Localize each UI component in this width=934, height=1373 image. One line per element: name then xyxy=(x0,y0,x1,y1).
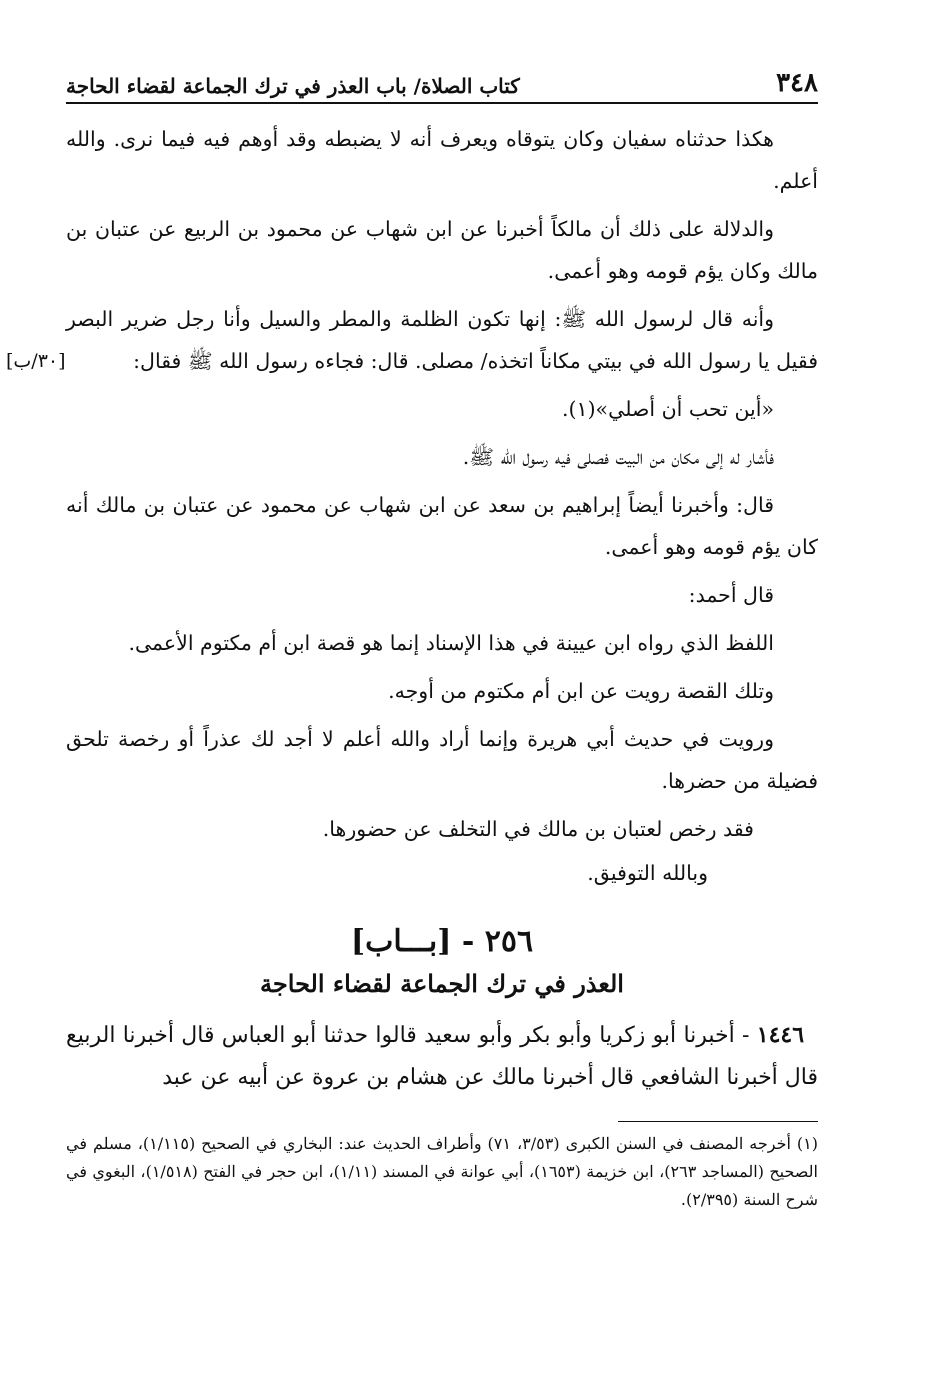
page-header xyxy=(66,70,818,104)
footnote-1: (١) أخرجه المصنف في السنن الكبرى (٣/٥٣، ٧١) وأطراف الحديث عند: البخاري في الصحيح (١/١١٥)، مسلم في الصحيح (المساجد ٢٦٣)، ابن خزيمة (١٦٥٣)، أبي عوانة في المسند (١/١١)، ابن حجر في الفتح (١/٥١٨)، البغوي في شرح السنة (٢/٣٩٥). xyxy=(66,1134,819,1209)
chapter-heading xyxy=(66,920,818,1004)
hadith-paragraph xyxy=(66,1014,818,1099)
paragraph-7: قال أحمد: xyxy=(688,583,774,607)
paragraph-3: وأنه قال لرسول الله ﷺ: إنها تكون الظلمة والمطر والسيل وأنا رجل ضرير البصر فقيل يا رسول الله في بيتي مكاناً اتخذه/ مصلى. قال: فجاءه رسول الله ﷺ فقال: xyxy=(66,307,818,373)
footnotes xyxy=(66,1130,818,1214)
paragraph-5: فأشار له إلى مكان من البيت فصلى فيه رسول الله ﷺ. xyxy=(462,445,774,469)
hadith-number: ١٤٤٦ xyxy=(756,1022,805,1048)
footnote-divider xyxy=(618,1121,818,1122)
chapter-title: العذر في ترك الجماعة لقضاء الحاجة xyxy=(260,969,624,998)
paragraph-8: اللفظ الذي رواه ابن عيينة في هذا الإسناد إنما هو قصة ابن أم مكتوم الأعمى. xyxy=(128,631,774,655)
running-title: كتاب الصلاة/ باب العذر في ترك الجماعة لقضاء الحاجة xyxy=(66,74,520,98)
paragraph-2: والدلالة على ذلك أن مالكاً أخبرنا عن ابن شهاب عن محمود بن الربيع عن عتبان بن مالك وكان يؤم قومه وهو أعمى. xyxy=(66,217,818,283)
paragraph-6: قال: وأخبرنا أيضاً إبراهيم بن سعد عن ابن شهاب عن محمود عن عتبان بن مالك أنه كان يؤم قومه وهو أعمى. xyxy=(66,493,818,559)
hadith-text: - أخبرنا أبو زكريا وأبو بكر وأبو سعيد قالوا حدثنا أبو العباس قال أخبرنا الربيع قال أخبرنا الشافعي قال أخبرنا مالك عن هشام بن عروة عن أبيه عن عبد xyxy=(66,1023,818,1090)
paragraph-4: «أين تحب أن أصلي»(١). xyxy=(562,397,774,421)
paragraph-3-wrapper xyxy=(6,298,818,382)
paragraph-1: هكذا حدثناه سفيان وكان يتوقاه ويعرف أنه لا يضبطه وقد أوهم فيه فيما نرى. والله أعلم. xyxy=(66,127,818,193)
chapter-number: ٢٥٦ - [بـــاب] xyxy=(350,924,534,959)
paragraph-10: ورويت في حديث أبي هريرة وإنما أراد والله أعلم لا أجد لك عذراً أو رخصة تلحق فضيلة من حضرها. xyxy=(66,727,818,793)
paragraph-9: وتلك القصة رويت عن ابن أم مكتوم من أوجه. xyxy=(388,679,774,703)
main-text xyxy=(6,118,818,1099)
book-page xyxy=(6,68,819,1214)
manuscript-folio-note: [٣٠/ب] xyxy=(6,350,66,372)
page-number: ٣٤٨ xyxy=(776,68,818,98)
paragraph-12: وبالله التوفيق. xyxy=(587,861,708,885)
paragraph-11: فقد رخص لعتبان بن مالك في التخلف عن حضورها. xyxy=(322,817,754,841)
